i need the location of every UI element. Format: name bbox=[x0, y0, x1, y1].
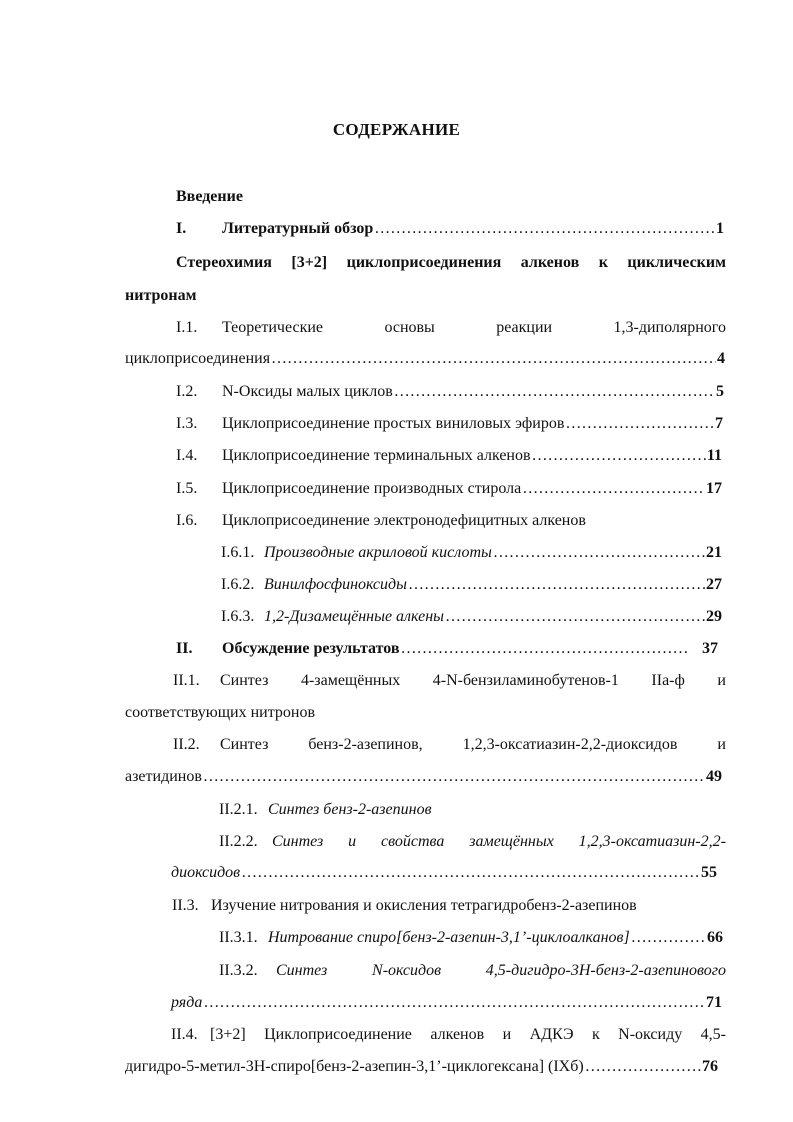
toc-entry-text: Нитрование спиро[бенз-2-азепин-3,1’-циклоалканов] bbox=[268, 929, 630, 946]
leader-dots bbox=[522, 479, 705, 499]
toc-heading-line2: нитронам bbox=[125, 287, 197, 304]
toc-word: N-оксидов bbox=[372, 962, 442, 979]
toc-word: Синтез bbox=[220, 672, 269, 689]
leader-dots bbox=[532, 446, 706, 466]
toc-entry-s1-6-1 bbox=[264, 543, 722, 563]
leader-dots bbox=[203, 993, 705, 1013]
toc-word: реакции bbox=[496, 319, 553, 336]
toc-word: Циклоприсоединение bbox=[264, 1026, 412, 1043]
toc-entry-s2-1 bbox=[220, 671, 726, 691]
toc-number: II.4. bbox=[171, 1026, 198, 1043]
toc-word: и bbox=[348, 833, 357, 850]
toc-word: 4-N-бензиламинобутенов-1 bbox=[432, 672, 619, 689]
toc-entry-text: 1,2-Дизамещённые алкены bbox=[264, 608, 444, 625]
toc-entry-s1-4 bbox=[222, 446, 722, 466]
toc-page-number: 29 bbox=[706, 608, 722, 625]
toc-word: 4,5-дигидро-3Н-бенз-2-азепинового bbox=[485, 962, 726, 979]
toc-page-number: 49 bbox=[706, 768, 722, 785]
toc-number: I. bbox=[176, 220, 187, 237]
toc-word: к bbox=[591, 1026, 600, 1043]
toc-number: II.2. bbox=[173, 736, 200, 753]
toc-entry-s1-1-cont bbox=[125, 349, 725, 369]
toc-entry-text: Циклоприсоединение простых виниловых эфиров bbox=[222, 415, 565, 432]
toc-word: 4-замещённых bbox=[300, 672, 401, 689]
toc-word: свойства bbox=[381, 833, 445, 850]
toc-word: Теоретические bbox=[222, 319, 324, 336]
toc-entry-text: Производные акриловой кислоты bbox=[264, 544, 492, 561]
toc-page-number: 7 bbox=[715, 415, 723, 432]
leader-dots bbox=[585, 1057, 701, 1077]
toc-entry-text: Циклоприсоединение производных стирола bbox=[222, 480, 522, 497]
toc-page-number: 5 bbox=[716, 383, 724, 400]
leader-dots bbox=[445, 607, 705, 627]
toc-word: Синтез bbox=[272, 833, 324, 850]
page-title: СОДЕРЖАНИЕ bbox=[332, 120, 461, 139]
toc-number: I.6.3. bbox=[221, 608, 255, 625]
toc-number: I.6. bbox=[176, 512, 198, 529]
toc-word: IIа-ф bbox=[651, 672, 685, 689]
toc-number: I.3. bbox=[176, 415, 198, 432]
toc-entry-text: Литературный обзор bbox=[222, 220, 374, 237]
toc-number: II.2.1. bbox=[219, 801, 258, 818]
toc-word: алкенов bbox=[430, 1026, 485, 1043]
toc-entry-text: Винилфосфиноксиды bbox=[264, 576, 407, 593]
toc-page-number: 21 bbox=[706, 544, 722, 561]
toc-page-number: 17 bbox=[706, 480, 722, 497]
toc-entry-s2-2 bbox=[220, 735, 726, 755]
toc-word: 1,2,3-оксатиазин-2,2-диоксидов bbox=[462, 736, 678, 753]
toc-word: и bbox=[502, 1026, 512, 1043]
toc-entry-s1-6: Циклоприсоединение электронодефицитных алкенов bbox=[222, 512, 586, 529]
leader-dots bbox=[565, 414, 714, 434]
leader-dots bbox=[493, 543, 705, 563]
toc-entry-text: Циклоприсоединение терминальных алкенов bbox=[222, 447, 531, 464]
toc-entry-s1-6-2 bbox=[264, 575, 722, 595]
toc-word: основы bbox=[384, 319, 435, 336]
toc-page-number: 1 bbox=[716, 220, 724, 237]
toc-word: N-оксиду bbox=[618, 1026, 683, 1043]
toc-entry-text: азетидинов bbox=[125, 768, 202, 785]
toc-entry-s1-2 bbox=[222, 382, 724, 402]
toc-page-number: 11 bbox=[706, 447, 722, 464]
toc-word: 1,2,3-оксатиазин-2,2- bbox=[578, 833, 726, 850]
toc-entry-text: диоксидов bbox=[171, 864, 241, 881]
toc-number: I.6.1. bbox=[221, 544, 255, 561]
toc-number: II.1. bbox=[173, 672, 200, 689]
toc-word: и bbox=[717, 672, 726, 689]
toc-page-number: 37 bbox=[702, 640, 718, 657]
toc-entry-s2-3-2-cont bbox=[171, 993, 722, 1013]
toc-entry-s2-3-2 bbox=[276, 961, 726, 981]
toc-entry-s2-3-1 bbox=[268, 928, 723, 948]
leader-dots bbox=[271, 349, 716, 369]
leader-dots bbox=[401, 639, 688, 659]
leader-dots bbox=[631, 928, 706, 948]
toc-entry-s1 bbox=[222, 219, 724, 239]
leader-dots bbox=[394, 382, 715, 402]
toc-entry-s2-2-2-cont bbox=[171, 863, 717, 883]
toc-entry-s2-3: Изучение нитрования и окисления тетрагидробенз-2-азепинов bbox=[211, 897, 637, 914]
toc-page-number: 66 bbox=[707, 929, 723, 946]
toc-heading-line1: Стереохимия [3+2] циклоприсоединения алкенов к циклическим bbox=[176, 254, 726, 271]
toc-page-number: 55 bbox=[701, 864, 717, 881]
toc-entry-text: циклоприсоединения bbox=[125, 350, 271, 367]
toc-word: [3+2] bbox=[210, 1026, 246, 1043]
leader-dots bbox=[408, 575, 705, 595]
toc-word: 4,5- bbox=[700, 1026, 726, 1043]
toc-page-number: 71 bbox=[706, 994, 722, 1011]
toc-word: замещённых bbox=[469, 833, 554, 850]
toc-number: II. bbox=[176, 640, 193, 657]
toc-entry-s1-5 bbox=[222, 479, 722, 499]
toc-entry-s1-6-3 bbox=[264, 607, 722, 627]
toc-entry-s2-2-cont bbox=[125, 767, 722, 787]
toc-entry-s2-4-cont bbox=[125, 1057, 718, 1077]
leader-dots bbox=[374, 219, 715, 239]
toc-word: и bbox=[717, 736, 726, 753]
toc-word: АДКЭ bbox=[529, 1026, 574, 1043]
toc-word: Синтез bbox=[220, 736, 269, 753]
toc-number: II.2.2. bbox=[219, 833, 258, 850]
toc-entry-s2-1-cont: соответствующих нитронов bbox=[125, 704, 315, 721]
toc-page-number: 76 bbox=[702, 1058, 718, 1075]
toc-number: II.3. bbox=[172, 897, 199, 914]
toc-entry-text: ряда bbox=[171, 994, 203, 1011]
leader-dots bbox=[241, 863, 700, 883]
toc-entry-text: N-Оксиды малых циклов bbox=[222, 383, 393, 400]
toc-number: I.4. bbox=[176, 447, 198, 464]
toc-entry-s2 bbox=[222, 639, 718, 659]
toc-word: 1,3-диполярного bbox=[613, 319, 726, 336]
toc-entry-text: Обсуждение результатов bbox=[222, 640, 400, 657]
toc-number: I.5. bbox=[176, 480, 198, 497]
toc-word: Синтез bbox=[276, 962, 328, 979]
toc-number: I.6.2. bbox=[221, 576, 255, 593]
toc-page-number: 4 bbox=[717, 350, 725, 367]
toc-number: I.2. bbox=[176, 383, 198, 400]
toc-entry-s1-1 bbox=[222, 318, 726, 338]
toc-intro: Введение bbox=[176, 188, 243, 205]
toc-entry-s1-3 bbox=[222, 414, 723, 434]
toc-page-number: 27 bbox=[706, 576, 722, 593]
toc-number: II.3.2. bbox=[219, 962, 258, 979]
toc-entry-s2-2-2 bbox=[272, 832, 726, 852]
toc-word: бенз-2-азепинов, bbox=[308, 736, 423, 753]
toc-entry-s2-4 bbox=[210, 1025, 726, 1045]
toc-number: I.1. bbox=[176, 319, 198, 336]
leader-dots bbox=[203, 767, 705, 787]
toc-number: II.3.1. bbox=[219, 929, 258, 946]
toc-entry-s2-2-1: Синтез бенз-2-азепинов bbox=[268, 801, 432, 818]
toc-entry-text: дигидро-5-метил-3Н-спиро[бенз-2-азепин-3,1’-циклогексана] (IXб) bbox=[125, 1058, 584, 1075]
